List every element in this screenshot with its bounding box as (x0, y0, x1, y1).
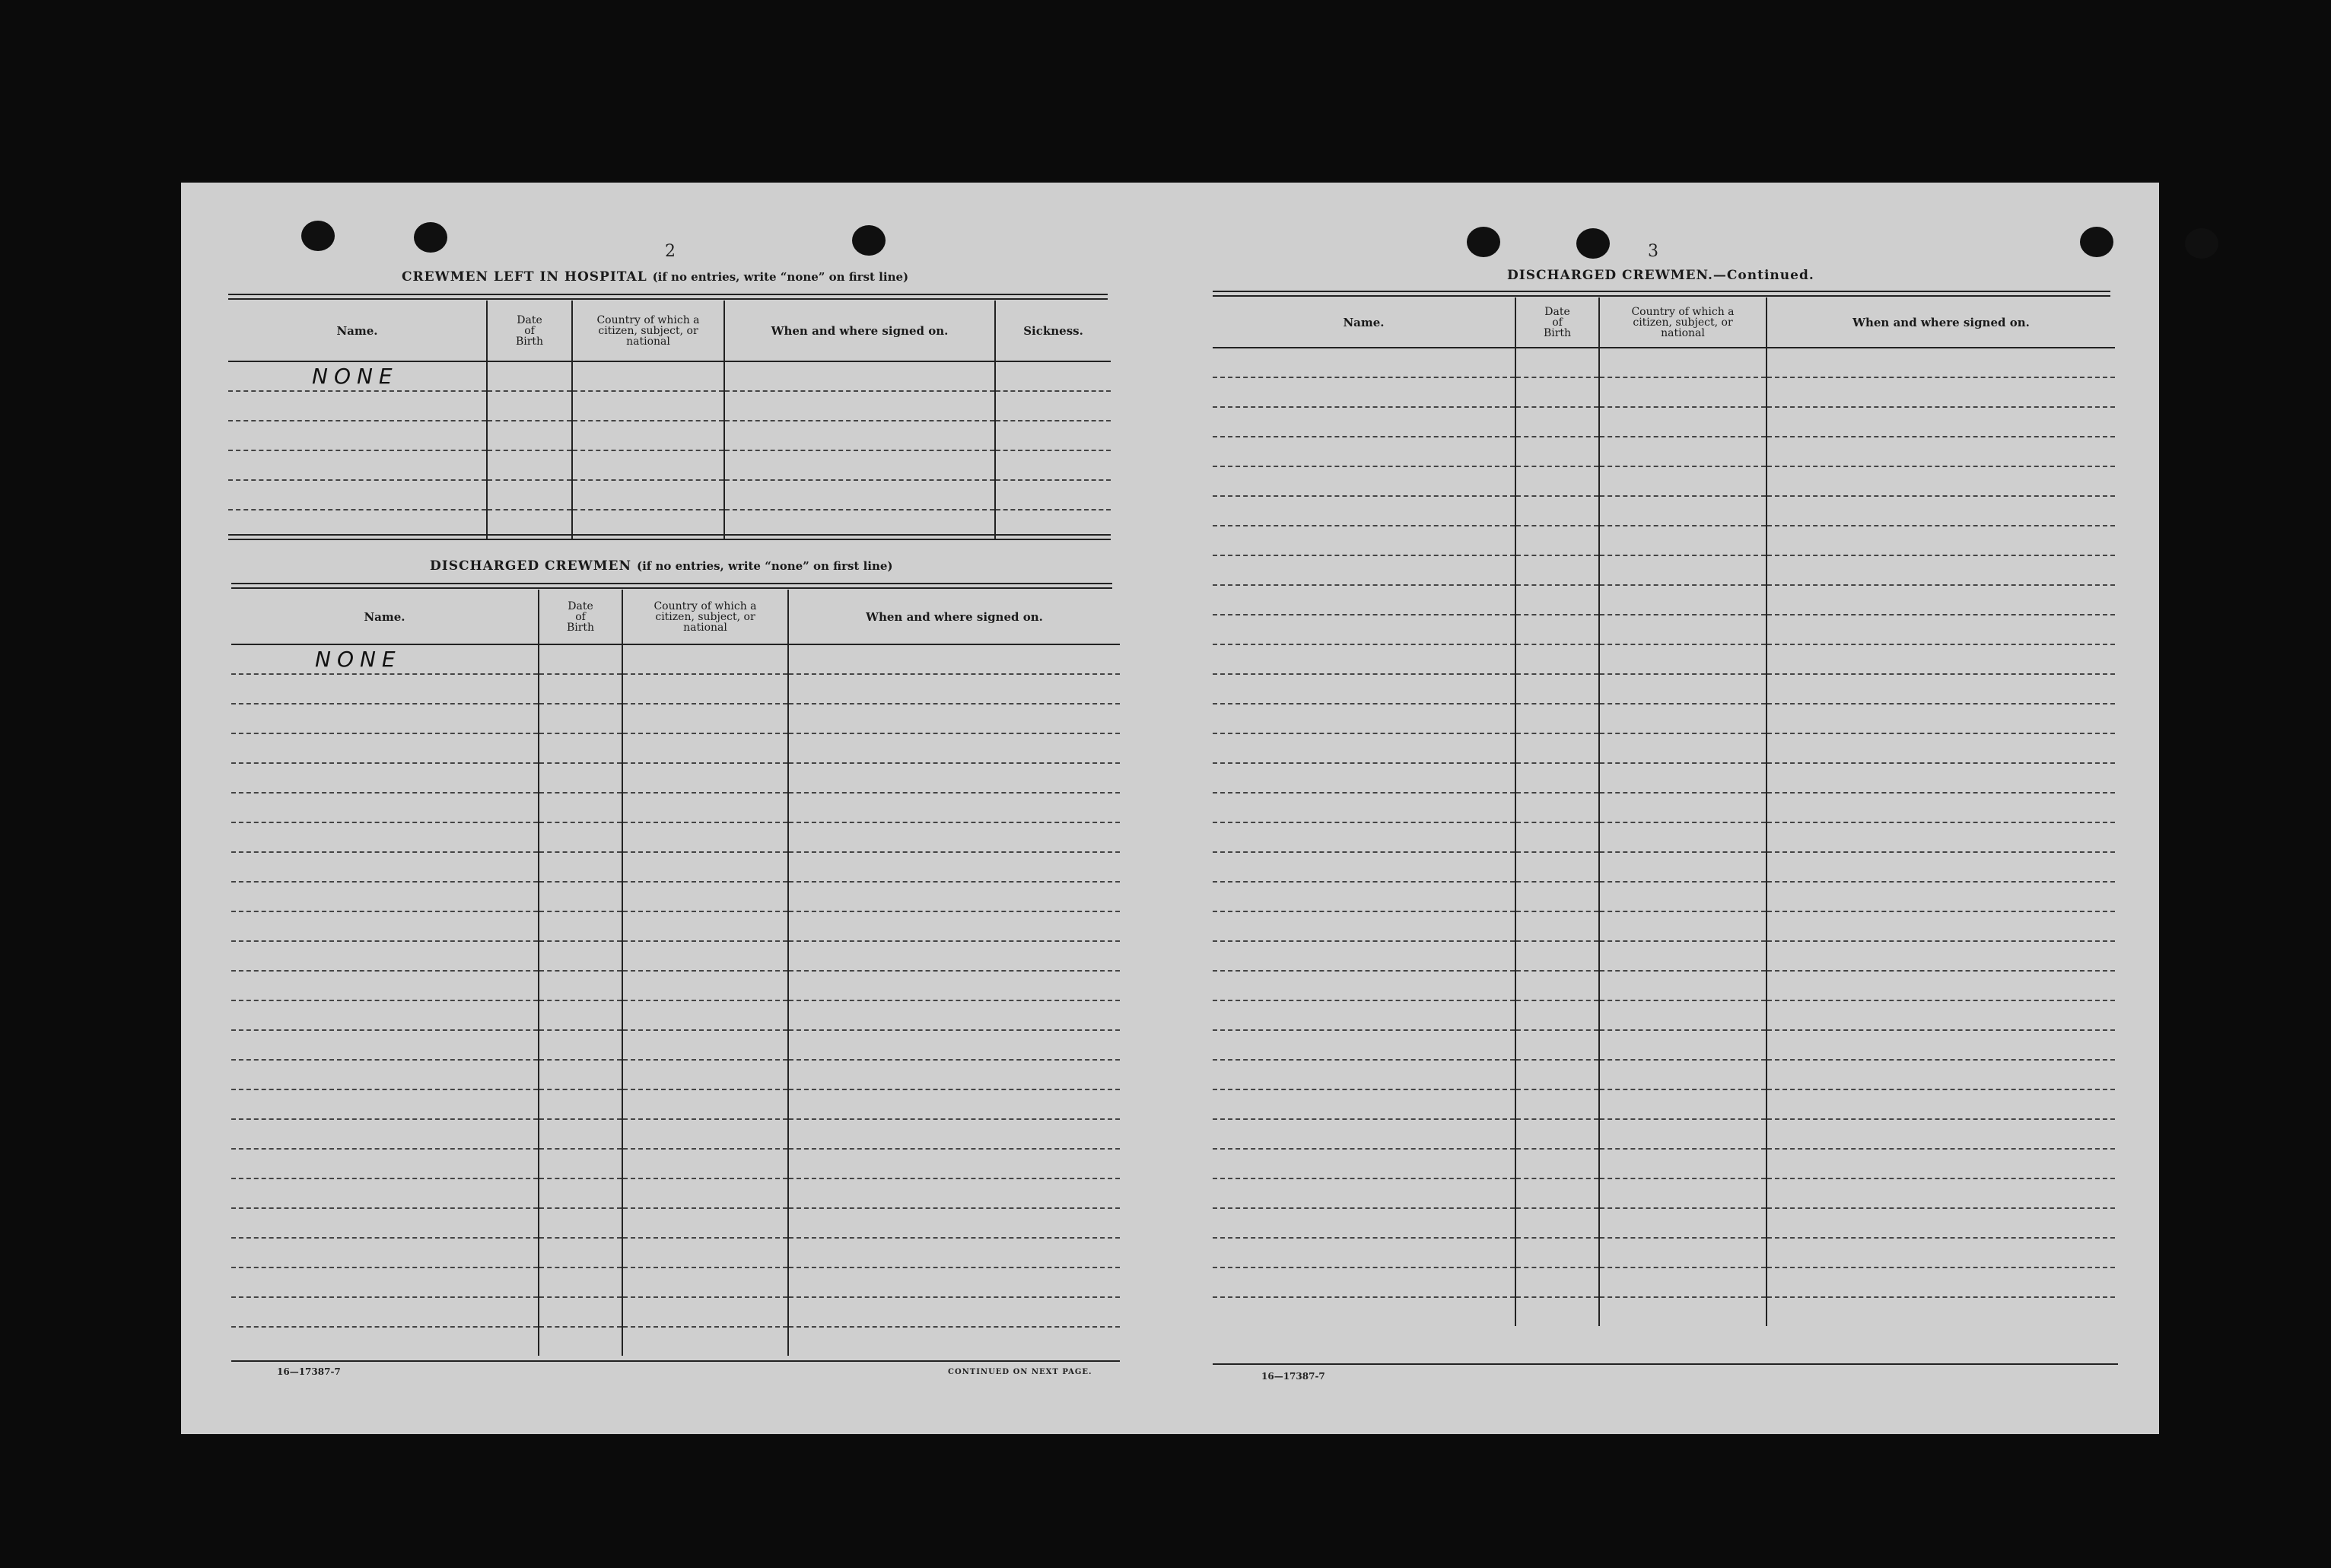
table-row (1213, 348, 2115, 377)
col-country: Country of which a citizen, subject, or national (1599, 297, 1767, 348)
col-country: Country of which a citizen, subject, or national (622, 590, 788, 644)
table-row (1213, 822, 2115, 852)
right-page (1170, 183, 2159, 1434)
table-row (1213, 585, 2115, 615)
punch-hole-icon (2185, 228, 2218, 259)
table-row (1213, 1060, 2115, 1089)
table-row (231, 1060, 1120, 1089)
table-row (1213, 1119, 2115, 1149)
table-row (1213, 615, 2115, 644)
col-name: Name. (1213, 297, 1515, 348)
table-row (228, 421, 1111, 450)
table-row (1213, 466, 2115, 496)
table-row (1213, 1089, 2115, 1119)
section-rule (231, 583, 1112, 589)
table-row (231, 941, 1120, 971)
discharged-title-text: DISCHARGED CREWMEN (430, 558, 632, 574)
table-row (231, 822, 1120, 852)
table-row (1213, 1000, 2115, 1030)
table-row (1213, 1238, 2115, 1267)
table-row (231, 1178, 1120, 1208)
left-page (181, 183, 1170, 1434)
form-code: 16—17387-7 (277, 1366, 341, 1377)
hospital-title-text: CREWMEN LEFT IN HOSPITAL (402, 269, 647, 285)
table-row (1213, 1297, 2115, 1326)
table-row (231, 1208, 1120, 1238)
table-row (1213, 971, 2115, 1000)
table-row (1213, 377, 2115, 407)
table-row (1213, 1178, 2115, 1208)
discharged-continued-table (1213, 297, 2115, 1326)
discharged-table (231, 590, 1120, 1356)
punch-hole-icon (1576, 228, 1610, 259)
bottom-rule (1213, 1363, 2118, 1365)
col-country: Country of which a citizen, subject, or national (572, 301, 724, 361)
page-number: 2 (665, 242, 676, 261)
table-row (231, 882, 1120, 911)
table-row (231, 1089, 1120, 1119)
table-row (1213, 941, 2115, 971)
section-rule (228, 534, 1111, 540)
table-row (231, 704, 1120, 733)
table-row (231, 1327, 1120, 1356)
col-date-of-birth: Date of Birth (1515, 297, 1599, 348)
table-row (1213, 1030, 2115, 1060)
table-row (1213, 437, 2115, 466)
discharged-instruction: (if no entries, write “none” on first line) (636, 559, 893, 573)
table-row (1213, 1149, 2115, 1178)
table-row (1213, 1267, 2115, 1297)
table-row (231, 644, 1120, 674)
table-row (228, 480, 1111, 510)
punch-hole-icon (2080, 227, 2113, 257)
table-row (1213, 793, 2115, 822)
table-row (1213, 526, 2115, 555)
table-row (1213, 704, 2115, 733)
section-rule (228, 294, 1108, 300)
table-row (228, 391, 1111, 421)
col-name: Name. (231, 590, 539, 644)
table-row (1213, 555, 2115, 585)
handwritten-entry: NONE (228, 361, 487, 391)
table-row (1213, 763, 2115, 793)
table-row (231, 971, 1120, 1000)
table-row (1213, 644, 2115, 674)
table-row (1213, 496, 2115, 526)
table-row (1213, 407, 2115, 437)
col-signed-on: When and where signed on. (724, 301, 995, 361)
page-number: 3 (1648, 242, 1658, 261)
bottom-rule (231, 1360, 1120, 1362)
table-row (1213, 852, 2115, 882)
table-row (231, 911, 1120, 941)
section-rule (1213, 291, 2110, 297)
table-row (1213, 674, 2115, 704)
table-row (231, 1267, 1120, 1297)
handwritten-entry: NONE (231, 644, 539, 674)
punch-hole-icon (301, 221, 335, 251)
punch-hole-icon (852, 225, 886, 256)
table-row (231, 1238, 1120, 1267)
discharged-section-title (430, 558, 893, 574)
table-row (1213, 911, 2115, 941)
table-row (1213, 733, 2115, 763)
hospital-section-title (402, 269, 908, 285)
col-sickness: Sickness. (995, 301, 1111, 361)
table-row (231, 1149, 1120, 1178)
table-row (1213, 882, 2115, 911)
table-row (1213, 1208, 2115, 1238)
table-row (231, 1000, 1120, 1030)
col-date-of-birth: Date of Birth (487, 301, 572, 361)
table-row (228, 361, 1111, 391)
discharged-continued-title: DISCHARGED CREWMEN.—Continued. (1507, 268, 1814, 283)
table-row (231, 1030, 1120, 1060)
col-name: Name. (228, 301, 487, 361)
table-row (231, 1297, 1120, 1327)
table-row (231, 674, 1120, 704)
hospital-table (228, 301, 1111, 539)
hospital-instruction: (if no entries, write “none” on first line) (652, 270, 909, 284)
col-signed-on: When and where signed on. (788, 590, 1120, 644)
table-row (228, 450, 1111, 480)
table-row (231, 733, 1120, 763)
table-row (231, 1119, 1120, 1149)
table-row (231, 793, 1120, 822)
col-date-of-birth: Date of Birth (539, 590, 622, 644)
form-sheet (181, 183, 2159, 1434)
table-row (231, 852, 1120, 882)
table-row (231, 763, 1120, 793)
col-signed-on: When and where signed on. (1767, 297, 2115, 348)
punch-hole-icon (1467, 227, 1500, 257)
continued-note: CONTINUED ON NEXT PAGE. (948, 1368, 1092, 1376)
form-code: 16—17387-7 (1261, 1371, 1325, 1382)
punch-hole-icon (414, 222, 447, 253)
